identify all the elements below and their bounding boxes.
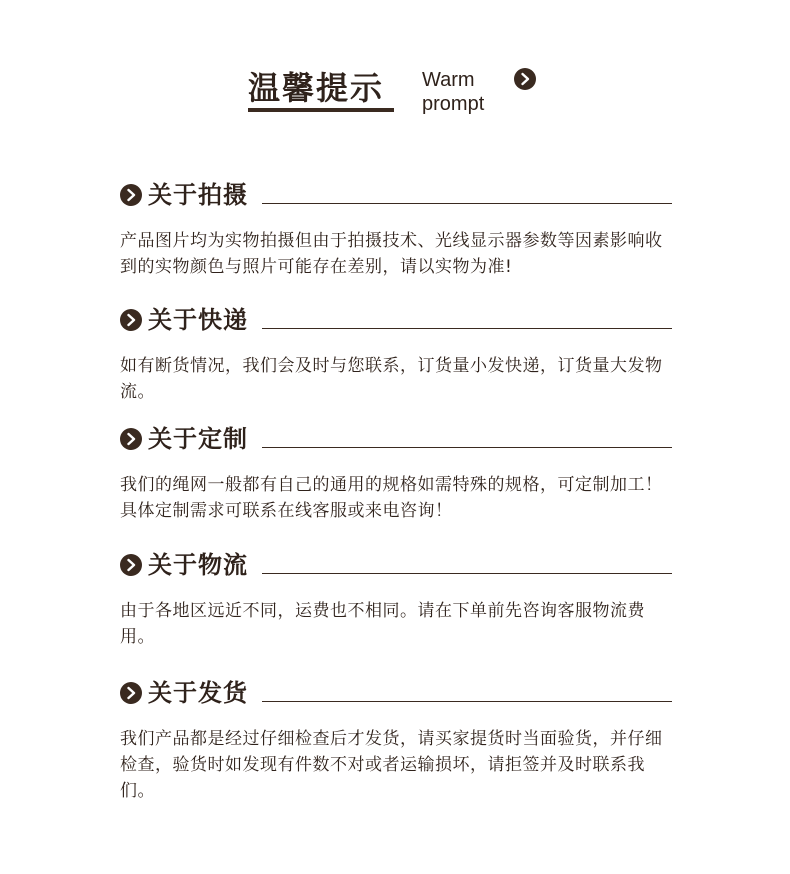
section-heading: [120, 678, 672, 708]
chevron-right-circle-icon: [120, 184, 142, 206]
section-text: 由于各地区远近不同，运费也不相同。请在下单前先咨询客服物流费用。: [120, 601, 645, 647]
section-title: 关于拍摄: [148, 181, 248, 209]
chevron-right-circle-icon: [120, 428, 142, 450]
section-title: 关于发货: [148, 679, 248, 707]
section-heading: [120, 424, 672, 454]
section-divider: [262, 328, 672, 329]
subtitle-line-1: Warm: [422, 69, 475, 91]
section-text: 我们产品都是经过仔细检查后才发货，请买家提货时当面验货，并仔细检查，验货时如发现有件数不对或者运输损坏，请拒签并及时联系我们。: [120, 729, 663, 801]
chevron-right-circle-icon: [120, 554, 142, 576]
chevron-right-circle-icon: [120, 309, 142, 331]
section-logistics: [120, 550, 672, 650]
chevron-right-circle-icon: [120, 682, 142, 704]
section-custom: [120, 424, 672, 524]
section-divider: [262, 573, 672, 574]
section-shooting: [120, 180, 672, 280]
section-heading: [120, 305, 672, 335]
page-title: 温馨提示: [248, 69, 385, 107]
title-underline: [248, 108, 394, 112]
section-divider: [262, 701, 672, 702]
subtitle-line-2: prompt: [422, 93, 485, 115]
section-heading: [120, 180, 672, 210]
section-divider: [262, 447, 672, 448]
section-text: 产品图片均为实物拍摄但由于拍摄技术、光线显示器参数等因素影响收到的实物颜色与照片可能存在差别，请以实物为准!: [120, 231, 663, 277]
section-express: [120, 305, 672, 405]
section-title: 关于定制: [148, 425, 248, 453]
section-heading: [120, 550, 672, 580]
section-title: 关于快递: [148, 306, 248, 334]
section-text: 如有断货情况，我们会及时与您联系，订货量小发快递，订货量大发物流。: [120, 356, 663, 402]
page-header: [248, 64, 548, 124]
section-text: 我们的绳网一般都有自己的通用的规格如需特殊的规格，可定制加工！具体定制需求可联系在线客服或来电咨询！: [120, 475, 663, 521]
section-divider: [262, 203, 672, 204]
section-title: 关于物流: [148, 551, 248, 579]
chevron-right-circle-icon: [514, 68, 536, 90]
section-shipping: [120, 678, 672, 804]
page-subtitle: [422, 68, 484, 116]
